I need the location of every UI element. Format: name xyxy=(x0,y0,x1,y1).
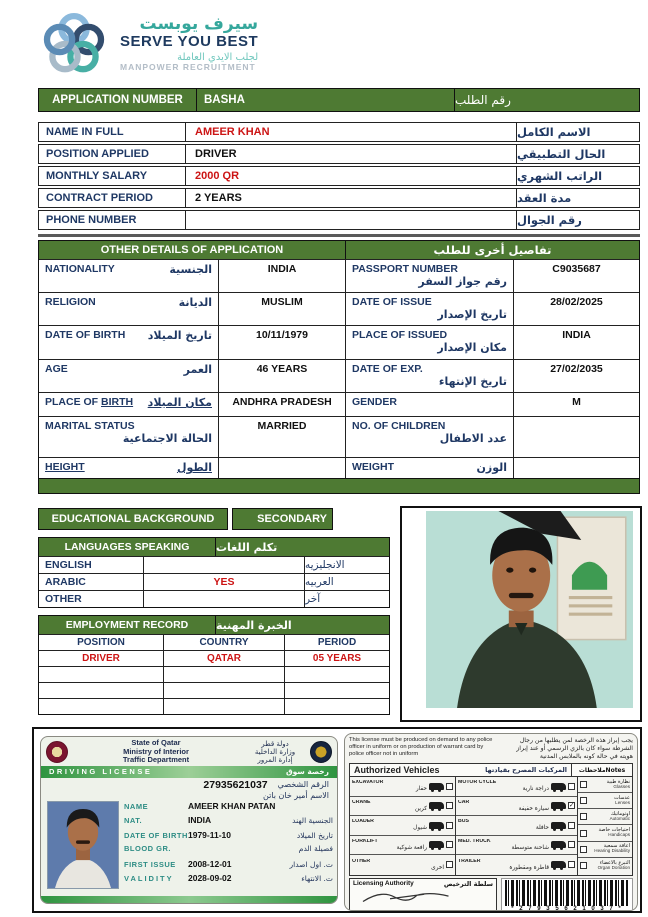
vehicle-row xyxy=(350,816,455,836)
vehicle-row xyxy=(456,855,577,875)
vehicle-row xyxy=(456,797,577,817)
field-value xyxy=(514,417,639,457)
field-value: ANDHRA PRADESH xyxy=(219,393,346,416)
vehicle-name-en: CAR xyxy=(458,799,470,805)
vehicle-name-ar: شيول xyxy=(413,825,427,832)
field-label: CONTRACT PERIOD xyxy=(39,189,186,207)
table-row xyxy=(39,416,639,457)
label-en: DATE OF BIRTH xyxy=(45,329,126,341)
label-en: GENDER xyxy=(352,396,397,408)
field-label-date-of-issue xyxy=(346,293,514,325)
label-ar: تاريخ الميلاد xyxy=(147,329,212,342)
vehicle-name-en: TRAILER xyxy=(458,858,481,864)
label-en: PASSPORT NUMBER xyxy=(352,263,458,275)
field-label-age xyxy=(39,360,219,392)
field-value: C9035687 xyxy=(552,263,601,275)
license-field-value: AMEER KHAN PATAN xyxy=(188,800,276,811)
checkbox xyxy=(446,822,453,829)
field-label-arabic: رقم الجوال xyxy=(517,213,582,227)
educational-background-bar xyxy=(38,508,333,530)
excavator-icon xyxy=(429,783,444,790)
state-line-ar: إدارة المرور xyxy=(257,755,293,764)
note-ar: التبرع بالاعضاء xyxy=(599,859,630,866)
license-state-ar xyxy=(244,740,306,764)
field-value: M xyxy=(572,396,581,408)
field-value: MUSLIM xyxy=(219,293,346,325)
note-en: Hearing Disability xyxy=(594,848,630,854)
note-ar: نظارة طبية xyxy=(606,778,630,785)
trailer-icon xyxy=(551,861,566,868)
field-value: 46 YEARS xyxy=(219,360,346,392)
column-header-period: PERIOD xyxy=(317,637,357,648)
vehicle-name-ar: حفار xyxy=(415,786,427,793)
employment-header-ar: الخبرة المهنية xyxy=(216,618,292,632)
license-field-row xyxy=(124,830,333,845)
personal-number: 27935621037 xyxy=(203,778,268,791)
state-line: State of Qatar xyxy=(131,738,181,747)
field-value: INDIA xyxy=(562,329,591,341)
vehicle-name-en: FORKLIFT xyxy=(352,838,378,844)
vehicle-row xyxy=(456,777,577,797)
field-value xyxy=(186,211,517,229)
table-row xyxy=(39,590,389,607)
notice-en: This license must be produced on demand to any police officer in uniform or on production of warrant card by police officer not in uniform xyxy=(349,737,493,758)
label-en-prefix: PLACE OF xyxy=(45,396,102,408)
table-row xyxy=(38,210,640,230)
label-en: MARITAL STATUS xyxy=(45,420,135,432)
authorized-vehicles-ar: المركبات المصرح بقيادتها xyxy=(485,766,567,775)
cell-position xyxy=(39,667,164,682)
table-row xyxy=(38,166,640,186)
bus-icon xyxy=(551,822,566,829)
languages-header xyxy=(39,538,389,556)
license-field-row xyxy=(124,859,333,874)
label-ar: الديانة xyxy=(178,296,212,309)
language-value xyxy=(144,557,305,573)
note-ar: اوتوماتيك xyxy=(610,810,630,817)
note-row xyxy=(578,793,632,809)
gcc-emblem-icon xyxy=(310,741,332,763)
table-row xyxy=(39,682,389,698)
license-name-arabic: الاسم أمير خان باتن xyxy=(262,790,329,800)
license-field-label: NAME xyxy=(124,801,149,811)
driving-license-title-bar xyxy=(41,766,337,778)
label-en: DATE OF EXP. xyxy=(352,363,423,375)
note-row xyxy=(578,858,632,874)
language-value: YES xyxy=(144,574,305,590)
vehicle-row xyxy=(350,777,455,797)
field-value: 2 YEARS xyxy=(186,189,517,207)
column-header-position: POSITION xyxy=(39,635,164,650)
notes-label: Notesملاحظات xyxy=(578,766,626,774)
interlocking-rings-icon xyxy=(36,8,112,80)
qatar-emblem-icon xyxy=(46,741,68,763)
licensing-authority-ar: سلطة الترخيص xyxy=(443,879,493,888)
cell-country: QATAR xyxy=(164,651,285,666)
table-row xyxy=(39,698,389,714)
license-fields xyxy=(124,801,333,889)
field-label-no-of-children xyxy=(346,417,514,457)
table-row xyxy=(38,144,640,164)
authorized-vehicles-en: Authorized Vehicles xyxy=(354,765,440,776)
license-notice xyxy=(349,737,633,761)
license-field-label: NAT. xyxy=(124,816,143,826)
checkbox xyxy=(580,830,587,837)
license-title-ar: رخصة سوق xyxy=(285,767,329,777)
checkbox xyxy=(580,797,587,804)
field-value: AMEER KHAN xyxy=(186,123,517,141)
label-en: NATIONALITY xyxy=(45,263,115,275)
note-en: Glasses xyxy=(613,783,630,789)
vehicle-name-en: MOTOR CYCLE xyxy=(458,780,497,786)
vehicle-name-en: CRANE xyxy=(352,799,371,805)
field-label-religion xyxy=(39,293,219,325)
field-label-date-of-birth xyxy=(39,326,219,359)
column-header-country: COUNTRY xyxy=(164,635,285,650)
field-label-arabic: الحال التطبيقي xyxy=(517,147,606,161)
label-ar: تاريخ الإنتهاء xyxy=(438,375,507,388)
license-field-label: BLOOD GR. xyxy=(124,844,171,854)
cell-period xyxy=(285,683,389,698)
table-row xyxy=(39,573,389,590)
logo-english-name: SERVE YOU BEST xyxy=(120,32,259,50)
license-field-label: DATE OF BIRTH xyxy=(124,830,188,840)
logo-arabic-tagline: لجلب الايدي العاملة xyxy=(177,51,259,63)
vehicle-name-ar: دراجة نارية xyxy=(522,786,549,793)
checkbox xyxy=(580,781,587,788)
employment-header-en: EMPLOYMENT RECORD xyxy=(39,616,216,634)
label-ar: عدد الاطفال xyxy=(439,432,507,445)
license-back-bottom xyxy=(349,878,633,911)
license-header xyxy=(41,737,337,766)
other-details-header-ar: تفاصيل أخرى للطلب xyxy=(433,243,552,257)
state-line-ar: دولة قطر xyxy=(261,739,289,748)
vehicle-name-en: EXCAVATOR xyxy=(352,780,384,786)
field-label-gender xyxy=(346,393,514,416)
applicant-photo-frame xyxy=(400,506,642,722)
driving-license-front xyxy=(40,736,338,904)
licensing-authority-en: Licensing Authority xyxy=(353,880,414,888)
field-label: MONTHLY SALARY xyxy=(39,167,186,185)
license-field-row xyxy=(124,815,333,830)
table-row xyxy=(39,650,389,666)
checkbox xyxy=(446,783,453,790)
checkbox xyxy=(568,861,575,868)
note-row xyxy=(578,777,632,793)
table-row xyxy=(38,188,640,208)
application-number-label: APPLICATION NUMBER xyxy=(39,89,197,111)
company-logo xyxy=(36,8,258,80)
label-en: RELIGION xyxy=(45,296,96,308)
field-value: INDIA xyxy=(219,260,346,292)
section-divider-bar xyxy=(38,478,640,494)
checkbox xyxy=(446,861,453,868)
field-value: DRIVER xyxy=(186,145,517,163)
field-value: 28/02/2025 xyxy=(550,296,603,308)
vehicle-name-en: OTHER xyxy=(352,858,371,864)
license-photo xyxy=(47,801,119,889)
vehicle-name-ar: اخرى xyxy=(431,864,444,871)
note-en: Organ Donation xyxy=(597,864,630,870)
note-row xyxy=(578,842,632,858)
table-row xyxy=(39,259,639,292)
language-label-ar: الانجليزيه xyxy=(305,559,345,571)
label-en xyxy=(45,396,133,408)
field-label-place-of-issued xyxy=(346,326,514,359)
field-value xyxy=(514,458,639,478)
license-green-strip xyxy=(41,896,337,903)
table-row xyxy=(39,457,639,478)
cell-period xyxy=(285,699,389,714)
application-number-label-arabic: رقم الطلب xyxy=(455,93,511,107)
field-label-place-of-birth xyxy=(39,393,219,416)
employment-header xyxy=(39,616,389,634)
vehicle-name-ar: شاحنة متوسطة xyxy=(511,844,549,851)
cell-period: 05 YEARS xyxy=(312,653,362,664)
cell-country xyxy=(164,667,285,682)
license-field-value: 2008-12-01 xyxy=(188,858,232,869)
label-en: NO. OF CHILDREN xyxy=(352,420,446,432)
license-field-ar: فصيلة الدم xyxy=(298,844,333,854)
checkbox xyxy=(580,813,587,820)
license-field-label: VALIDITY xyxy=(124,874,174,884)
checkbox xyxy=(568,841,575,848)
license-portrait xyxy=(48,802,118,888)
licensing-authority-box xyxy=(349,878,497,911)
vehicle-name-en: MED. TRUCK xyxy=(458,838,491,844)
field-label-marital-status xyxy=(39,417,219,457)
driving-license-back xyxy=(344,733,638,911)
crane-icon xyxy=(429,802,444,809)
vehicle-name-en: LOADER xyxy=(352,819,374,825)
vehicle-name-ar: كرين xyxy=(415,805,427,812)
vehicle-name-ar: قاطرة ومقطورة xyxy=(509,864,549,871)
vehicle-row xyxy=(456,816,577,836)
languages-header-ar: تكلم اللغات xyxy=(216,540,278,554)
state-line-ar: وزارة الداخلية xyxy=(254,747,296,756)
personal-number-label-ar: الرقم الشخصي xyxy=(277,780,329,790)
vehicle-row xyxy=(350,836,455,856)
license-field-row xyxy=(124,873,333,888)
languages-header-en: LANGUAGES SPEAKING xyxy=(39,538,216,556)
table-row xyxy=(39,392,639,416)
table-row xyxy=(39,292,639,325)
forklift-icon xyxy=(429,841,444,848)
note-ar: احتياجات خاصة xyxy=(598,826,630,833)
field-label: POSITION APPLIED xyxy=(39,145,186,163)
field-label-arabic: مدة العقد xyxy=(517,191,572,205)
license-field-row xyxy=(124,801,333,816)
note-ar: اعاقة سمعية xyxy=(603,843,630,850)
checkbox xyxy=(580,862,587,869)
vehicle-name-ar: رافعة شوكية xyxy=(396,844,427,851)
note-row xyxy=(578,809,632,825)
license-field-ar: تاريخ الميلاد xyxy=(296,830,333,840)
cell-position xyxy=(39,699,164,714)
label-ar: الطول xyxy=(176,461,212,474)
motorcycle-icon xyxy=(551,783,566,790)
table-row xyxy=(39,325,639,359)
table-row xyxy=(39,666,389,682)
table-row xyxy=(39,556,389,573)
barcode xyxy=(501,878,633,911)
checkbox xyxy=(568,783,575,790)
field-label-date-of-exp xyxy=(346,360,514,392)
checkbox-checked: ✓ xyxy=(569,802,575,810)
vehicle-name-ar: سيارة خفيفة xyxy=(518,805,549,812)
cell-country xyxy=(164,683,285,698)
barcode-number: * 2 7 9 3 5 6 2 1 0 3 7 * xyxy=(511,905,623,911)
vehicles-column-light xyxy=(456,777,578,875)
logo-text xyxy=(120,13,259,73)
field-label-arabic: الاسم الكامل xyxy=(517,125,591,139)
cell-period xyxy=(285,667,389,682)
note-en: Lenses xyxy=(615,800,630,806)
table-row xyxy=(39,359,639,392)
language-label: ENGLISH xyxy=(39,557,144,573)
language-label-ar: آخر xyxy=(305,593,321,605)
language-label: ARABIC xyxy=(39,574,144,590)
notes-column xyxy=(578,777,632,875)
note-row xyxy=(578,825,632,841)
field-value: 27/02/2035 xyxy=(550,363,603,375)
state-line: Traffic Department xyxy=(122,755,190,765)
label-en: HEIGHT xyxy=(45,461,85,473)
authorized-vehicles-bar xyxy=(349,763,633,777)
license-field-value: INDIA xyxy=(188,815,212,826)
personal-number-row xyxy=(41,778,337,791)
vehicle-row xyxy=(456,836,577,856)
other-details-header-en: OTHER DETAILS OF APPLICATION xyxy=(39,241,346,259)
cell-position xyxy=(39,683,164,698)
barcode-stripes xyxy=(505,880,629,906)
license-field-value: 1979-11-10 xyxy=(188,829,232,840)
vehicles-column-heavy xyxy=(350,777,456,875)
application-number-bar xyxy=(38,88,640,112)
field-value: MARRIED xyxy=(219,417,346,457)
loader-icon xyxy=(429,822,444,829)
languages-table xyxy=(38,537,390,608)
vehicle-row xyxy=(350,797,455,817)
checkbox xyxy=(568,822,575,829)
checkbox xyxy=(446,841,453,848)
note-en: Handicaps xyxy=(608,832,630,838)
signature-icon xyxy=(353,888,463,906)
label-en: AGE xyxy=(45,363,68,375)
other-details-table xyxy=(38,240,640,479)
label-ar: الجنسية xyxy=(169,263,212,276)
license-field-label: FIRST ISSUE xyxy=(124,859,176,869)
field-label: NAME IN FULL xyxy=(39,123,186,141)
field-value: 10/11/1979 xyxy=(219,326,346,359)
note-en: Automatic xyxy=(609,816,630,822)
logo-english-tagline: MANPOWER RECRUITMENT xyxy=(120,62,256,73)
cell-position: DRIVER xyxy=(39,651,164,666)
label-ar: مكان الميلاد xyxy=(147,396,212,409)
license-field-ar: ت. الانتهاء xyxy=(301,874,333,884)
label-ar: الوزن xyxy=(476,461,507,474)
vehicle-name-en: BUS xyxy=(458,819,469,825)
label-ar: الحالة الاجتماعية xyxy=(122,432,212,445)
label-en: DATE OF ISSUE xyxy=(352,296,432,308)
license-field-row xyxy=(124,844,333,859)
logo-arabic-name: سيرف يوبست xyxy=(139,13,259,34)
cell-country xyxy=(164,699,285,714)
label-ar: تاريخ الإصدار xyxy=(437,308,507,321)
educational-background-value: SECONDARY xyxy=(232,508,333,530)
note-ar: عدسات xyxy=(613,794,630,801)
field-label-nationality xyxy=(39,260,219,292)
employment-record-table xyxy=(38,615,390,715)
field-value: 2000 QR xyxy=(186,167,517,185)
car-icon xyxy=(551,802,566,809)
field-label-passport xyxy=(346,260,514,292)
license-field-ar: ت. اول اصدار xyxy=(289,859,333,869)
license-title-en: DRIVING LICENSE xyxy=(49,767,153,777)
label-en: WEIGHT xyxy=(352,461,394,473)
license-main xyxy=(41,800,337,889)
label-en-underlined: BIRTH xyxy=(101,396,134,408)
field-label-arabic: الراتب الشهري xyxy=(517,169,603,183)
state-line: Ministry of Interior xyxy=(123,746,189,756)
table-row xyxy=(38,122,640,142)
language-label-ar: العربيه xyxy=(305,576,334,588)
vehicle-name-ar: حافلة xyxy=(535,825,549,832)
license-images-box xyxy=(32,727,642,913)
truck-icon xyxy=(551,841,566,848)
checkbox xyxy=(580,846,587,853)
educational-background-label: EDUCATIONAL BACKGROUND xyxy=(38,508,228,530)
language-label: OTHER xyxy=(39,591,144,607)
field-label-height xyxy=(39,458,219,478)
column-header-row xyxy=(39,634,389,650)
label-en: PLACE OF ISSUED xyxy=(352,329,448,341)
label-ar: العمر xyxy=(183,363,212,376)
license-field-ar: الجنسية الهند xyxy=(292,816,333,826)
vehicles-grid xyxy=(349,777,633,876)
application-number-value: BASHA xyxy=(197,89,455,111)
field-label-weight xyxy=(346,458,514,478)
field-label: PHONE NUMBER xyxy=(39,211,186,229)
notice-ar: يجب إبراز هذه الرخصة لمن يطلبها من رجال الشرطة سواء كان بالزي الرسمي أو عند إبراز هويته في حالة كونه بالملابس المدنية xyxy=(516,737,633,761)
applicant-photo xyxy=(426,511,633,708)
vehicle-row xyxy=(350,855,455,875)
language-value xyxy=(144,591,305,607)
license-state-en xyxy=(72,739,240,765)
other-details-header xyxy=(39,241,639,259)
field-value xyxy=(219,458,346,478)
label-ar: مكان الإصدار xyxy=(437,341,507,354)
label-ar: رقم جواز السفر xyxy=(418,275,507,288)
personal-details-table xyxy=(38,122,640,237)
checkbox xyxy=(446,802,453,809)
license-field-value: 2028-09-02 xyxy=(188,873,232,884)
